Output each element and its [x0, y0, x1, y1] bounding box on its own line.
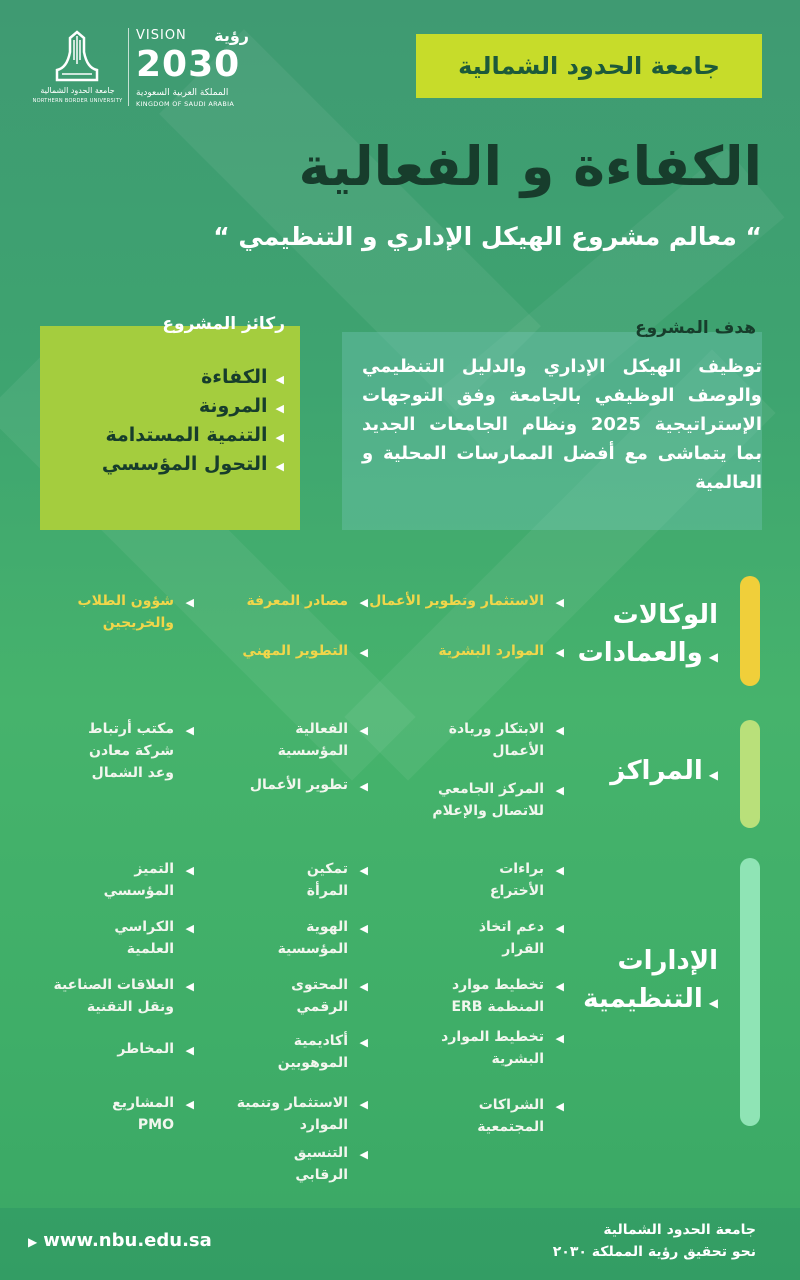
arrow-icon: ◀ [555, 864, 564, 877]
item-label: المخاطر [117, 1041, 174, 1057]
departments-item [444, 858, 564, 902]
item-label: التنمية المستدامة [105, 424, 268, 446]
arrow-icon: ◀ [359, 922, 368, 935]
arrow-icon: ◀ [185, 724, 194, 737]
arrow-icon: ◀ [359, 1148, 368, 1161]
item-label: مكتب أرتباط شركة معادن وعد الشمال [88, 721, 174, 781]
arrow-icon: ◀ [359, 646, 368, 659]
departments-item [434, 1094, 564, 1138]
arrow-icon: ◀ [555, 1032, 564, 1045]
centers-item [404, 778, 564, 822]
arrow-icon: ◀ [185, 864, 194, 877]
item-label: التحول المؤسسي [101, 453, 268, 475]
website-link[interactable] [28, 1230, 212, 1251]
centers-item [404, 718, 564, 762]
departments-item [268, 858, 368, 902]
arrow-icon: ◀ [555, 922, 564, 935]
kingdom-arabic: المملكة العربية السعودية [136, 88, 229, 98]
arrow-icon: ◀ [555, 596, 564, 609]
pillars-label: ركائز المشروع [162, 314, 285, 334]
agencies-item [228, 640, 368, 662]
departments-item [253, 916, 368, 960]
departments-item [84, 1038, 194, 1060]
item-label: الكفاءة [201, 366, 268, 388]
centers-item [223, 718, 368, 762]
pillar-item [50, 453, 284, 475]
item-label: الابتكار وريادة الأعمال [448, 721, 544, 759]
vision-label: VISION [136, 28, 187, 43]
departments-item [228, 1092, 368, 1136]
arrow-icon: ▶ [28, 1235, 38, 1249]
departments-item [14, 974, 194, 1018]
departments-item [414, 1026, 564, 1070]
pillar-item [50, 395, 284, 417]
item-label: والعمادات [577, 638, 703, 668]
departments-item [84, 858, 194, 902]
agencies-title [578, 596, 718, 676]
item-label: المرونة [198, 395, 268, 417]
item-label: المشاريع PMO [112, 1095, 174, 1133]
footer-slogan: نحو تحقيق رؤية المملكة ٢٠٣٠ [552, 1244, 756, 1260]
centers-item [64, 718, 194, 784]
university-emblem-icon [52, 30, 102, 82]
item-label: الإدارات [617, 946, 718, 976]
kingdom-english: KINGDOM OF SAUDI ARABIA [136, 100, 235, 108]
vision-year: 2030 [136, 44, 241, 85]
item-label: الاستثمار وتنمية الموارد [236, 1095, 348, 1133]
departments-item [248, 1030, 368, 1074]
item-label: براءات الأختراع [489, 861, 544, 899]
item-label: www.nbu.edu.sa [43, 1230, 212, 1251]
arrow-icon: ◀ [185, 922, 194, 935]
item-label: الاستثمار وتطوير الأعمال [369, 593, 544, 609]
arrow-icon: ◀ [185, 596, 194, 609]
item-label: مصادر المعرفة [246, 593, 348, 609]
departments-item [258, 1142, 368, 1186]
item-label: الكراسي العلمية [114, 919, 174, 957]
arrow-icon: ◀ [555, 784, 564, 797]
goal-text: توظيف الهيكل الإداري والدليل التنظيمي والوصف الوظيفي بالجامعة وفق التوجهات الإستراتيجية 2025 ونظام الجامعات الجديد بما يتماشى مع أفضل الممارسات المحلية و العالمية [362, 356, 762, 493]
item-label: شؤون الطلاب والخريجين [77, 593, 174, 631]
university-logo [30, 30, 125, 108]
university-name-badge: جامعة الحدود الشمالية [416, 34, 762, 98]
item-label: أكاديمية الموهوبين [277, 1033, 348, 1071]
arrow-icon: ◀ [275, 402, 284, 415]
logo-divider [128, 28, 129, 106]
item-label: الشراكات المجتمعية [477, 1097, 544, 1135]
item-label: التنظيمية [583, 984, 703, 1014]
item-label: الموارد البشرية [438, 643, 544, 659]
goal-label: هدف المشروع [635, 318, 756, 338]
arrow-icon: ◀ [555, 646, 564, 659]
departments-item [84, 1092, 194, 1136]
arrow-icon: ◀ [275, 460, 284, 473]
agencies-item [24, 590, 194, 634]
arrow-icon: ◀ [555, 1100, 564, 1113]
departments-item [84, 916, 194, 960]
page-subtitle: “ معالم مشروع الهيكل الإداري و التنظيمي “ [213, 222, 762, 251]
item-label: المراكز [610, 756, 703, 786]
arrow-icon: ◀ [708, 650, 718, 664]
item-label: التميز المؤسسي [103, 861, 174, 899]
pillar-item [50, 424, 284, 446]
agencies-item [424, 640, 564, 662]
item-label: التنسيق الرقابي [293, 1145, 348, 1183]
arrow-icon: ◀ [359, 780, 368, 793]
departments-item [258, 974, 368, 1018]
arrow-icon: ◀ [359, 1098, 368, 1111]
footer-university: جامعة الحدود الشمالية [603, 1222, 756, 1238]
item-label: التطوير المهني [242, 643, 348, 659]
item-label: تطوير الأعمال [249, 777, 348, 793]
centers-bar [740, 720, 760, 828]
item-label: الوكالات [612, 600, 718, 630]
arrow-icon: ◀ [555, 980, 564, 993]
departments-item [414, 974, 564, 1018]
item-label: المركز الجامعي للاتصال والإعلام [432, 781, 544, 819]
item-label: تخطيط الموارد البشرية [441, 1029, 544, 1067]
arrow-icon: ◀ [359, 1036, 368, 1049]
page-title: الكفاءة و الفعالية [298, 135, 762, 198]
university-logo-english: NORTHERN BORDER UNIVERSITY [32, 98, 123, 104]
arrow-icon: ◀ [359, 864, 368, 877]
item-label: العلاقات الصناعية ونقل التقنية [53, 977, 174, 1015]
centers-title [610, 752, 718, 794]
item-label: الفعالية المؤسسية [277, 721, 348, 759]
centers-item [233, 774, 368, 796]
departments-item [434, 916, 564, 960]
arrow-icon: ◀ [555, 724, 564, 737]
arrow-icon: ◀ [185, 980, 194, 993]
departments-title [583, 942, 718, 1022]
item-label: الهوية المؤسسية [277, 919, 348, 957]
departments-bar [740, 858, 760, 1126]
arrow-icon: ◀ [185, 1098, 194, 1111]
vision-label-arabic: رؤية [214, 26, 249, 45]
item-label: دعم اتخاذ القرار [478, 919, 544, 957]
arrow-icon: ◀ [275, 431, 284, 444]
arrow-icon: ◀ [359, 980, 368, 993]
item-label: المحتوى الرقمي [291, 977, 348, 1015]
item-label: تخطيط موارد المنظمة ERB [451, 977, 544, 1015]
university-logo-arabic: جامعة الحدود الشمالية [40, 86, 115, 95]
vision-2030-logo [136, 28, 251, 108]
arrow-icon: ◀ [359, 724, 368, 737]
pillar-item [50, 366, 284, 388]
arrow-icon: ◀ [275, 373, 284, 386]
agencies-item [228, 590, 368, 612]
arrow-icon: ◀ [359, 596, 368, 609]
agencies-bar [740, 576, 760, 686]
arrow-icon: ◀ [185, 1044, 194, 1057]
agencies-item [359, 590, 564, 612]
item-label: تمكين المرأة [306, 861, 348, 899]
arrow-icon: ◀ [708, 996, 718, 1010]
arrow-icon: ◀ [708, 768, 718, 782]
